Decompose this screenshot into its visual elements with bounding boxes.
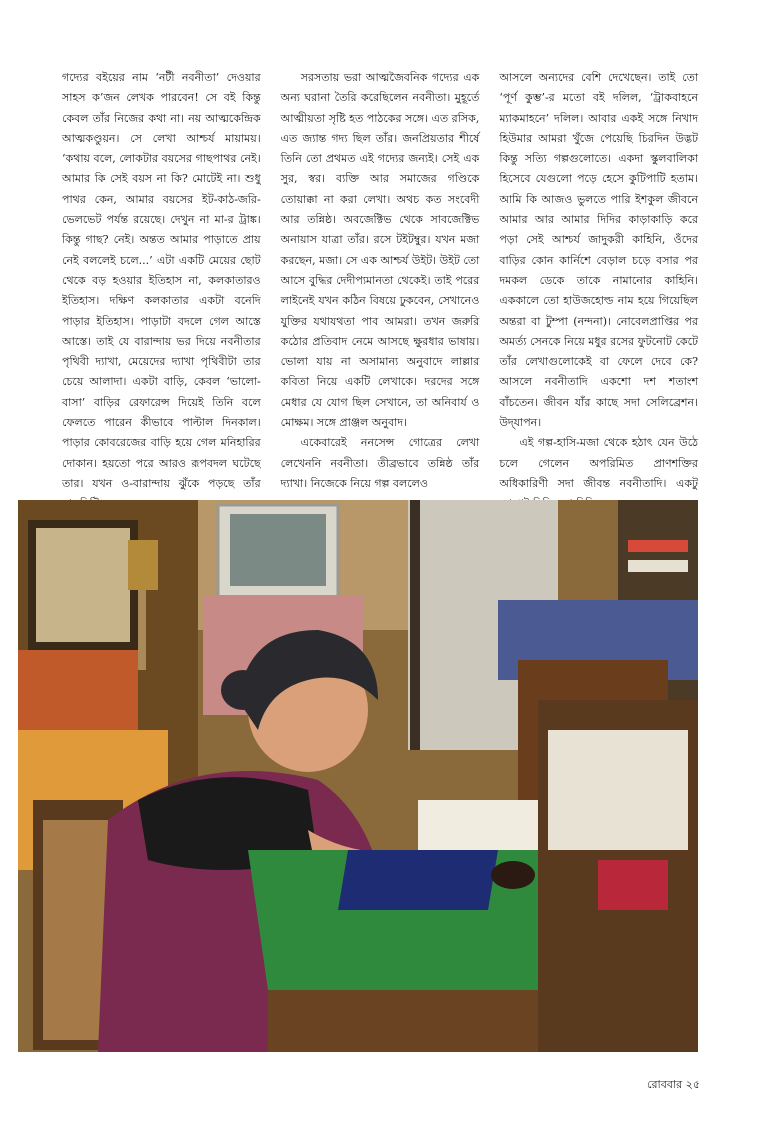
paragraph: আসলে অন্যদের বেশি দেখেছেন। তাই তো ‘পূর্ণ কুম্ভ’-র মতো বই দলিল, ‘ট্রাকবাহনে ম্যাকমাহনে’ দলিল। আবার একই সঙ্গে নিখাদ হিউমার আমরা খুঁজে পেয়েছি চিরদিন উদ্ভট কিন্তু সত্যি গল্পগুলোতে। একদা স্কুলবালিকা হিসেবে যেগুলো পড়ে হেসে কুটিপাটি হতাম। আমি কি আজও ভুলতে পারি ইশকুল জীবনে আমার আর আমার দিদির কাড়াকাড়ি করে পড়া সেই আশ্চর্য জাদুকরী কাহিনি, ওঁদের বাড়ির কোন কার্নিশে বেড়াল চড়ে বসার পর দমকল ডেকে তাকে নামানোর কাহিনি। এককালে তো হাউজহোল্ড নাম হয়ে গিয়েছিল অন্তরা বা টুম্পা (নন্দনা)। নোবেলপ্রাপ্তির পর অমর্ত্য সেনকে নিয়ে মধুর রসের ফুটনোট কেটে তাঁর লেখাগুলোকেই বা ফেলে দেবে কে? আসলে নবনীতাদি একশো দশ শতাংশ বাঁচতেন। জীবন যাঁর কাছে সদা সেলিব্রেশন। উদ্‌যাপন। — [499, 71, 699, 430]
text-column-2 — [281, 68, 480, 498]
photograph-writer-at-desk — [18, 500, 698, 1052]
text-column-1 — [62, 68, 261, 498]
page-number: রোববার ২৫ — [647, 1078, 700, 1091]
text-column-3 — [499, 68, 698, 498]
article-text — [62, 68, 698, 498]
paragraph: একেবারেই ননসেন্স গোত্রের লেখা লেখেননি নবনীতা। তীব্রভাবে তন্নিষ্ঠ তাঁর দ্যাখা। নিজেকে নিয়ে গল্প বললেও — [280, 436, 480, 490]
paragraph: গদ্যের বইয়ের নাম ‘নটী নবনীতা’ দেওয়ার সাহস ক’জন লেখক পারবেন! সে বই কিন্তু কেবল তাঁর নিজের কথা না। নয় আত্মকেন্দ্রিক আত্মকণ্ডুয়ন। সে লেখা আশ্চর্য মায়াময়। ‘কথায় বলে, লোকটার বয়সের গাছপাথর নেই। আমার কি সেই বয়স না কি? মোটেই না। শুধু পাথর কেন, আমার বয়সের ইট-কাঠ-জরি-ভেলভেট পর্যন্ত রয়েছে। দেখুন না মা-র ট্রাঙ্ক। কিন্তু গাছ? নেই। অন্তত আমার পাড়াতে প্রায় নেই বললেই চলে...’ এটা একটি মেয়ের ছোট থেকে বড় হওয়ার ইতিহাস না, কলকাতারও ইতিহাস। দক্ষিণ কলকাতার একটা বনেদি পাড়ার ইতিহাস। পাড়াটা বদলে গেল আস্তে আস্তে। তাই যে বারান্দায় ভর দিয়ে নবনীতার পৃথিবী দ্যাখা, মেয়েদের দ্যাখা পৃথিবীটা তার চেয়ে আলাদা। একটা বাড়ি, কেবল ‘ভালো-বাসা’ বাড়ির রেফারেন্স দিয়েই তিনি বলে ফেলতে পারেন কীভাবে পাল্টাল দিনকাল। পাড়ার কোবরেজের বাড়ি হয়ে গেল মনিহারির দোকান। হয়তো পরে আরও রূপবদল ঘটেছে তার। যখন ও-বারান্দায় ঝুঁকে পড়ছে তাঁর — [62, 71, 261, 490]
paragraph: এই গল্প-হাসি-মজা থেকে হঠাৎ যেন উঠে চলে গেলেন অপরিমিত প্রাণশক্তির অধিকারিণী সদা জীবন্ত নবনীতাদি। একটু — [499, 436, 699, 490]
paragraph: সরসতায় ভরা আত্মজৈবনিক গদ্যের এক অন্য ঘরানা তৈরি করেছিলেন নবনীতা। মুহূর্তে আত্মীয়তা সৃষ্টি হত পাঠকের সঙ্গে। এত রসিক, এত জ্যান্ত গদ্য ছিল তাঁর। জনপ্রিয়তার শীর্ষে তিনি তো প্রথমত এই গদ্যের জন্যই। সেই এক সুর, স্বর। ব্যক্তি আর সমাজের গণ্ডিকে তোয়াক্কা না করা লেখা। অথচ কত সংবেদী আর তন্নিষ্ঠ। অবজেক্টিভ থেকে সাবজেক্টিভ অনায়াস যাত্রা তাঁর। রসে টইটম্বুর। যখন মজা করছেন, মজা। সে এক আশ্চর্য উইট। উইট তো আসে বুদ্ধির দেদীপ্যমানতা থেকেই। তাই পরের লাইনেই যখন কঠিন বিষয়ে ঢুকবেন, সেখানেও যুক্তির যথাযথতা পাব আমরা। তখন জরুরি কঠোর প্রতিবাদ নেমে আসছে ক্ষুরধার ভাষায়। ভোলা যায় না অসামান্য অনুবাদে লাল্লার কবিতা নিয়ে একটি লেখাকে। দরদের সঙ্গে মেধার যে যোগ ছিল সেখানে, তা অনিবার্য ও মোক্ষম। সঙ্গে প্রাঞ্জল অনুবাদ। — [280, 71, 480, 430]
